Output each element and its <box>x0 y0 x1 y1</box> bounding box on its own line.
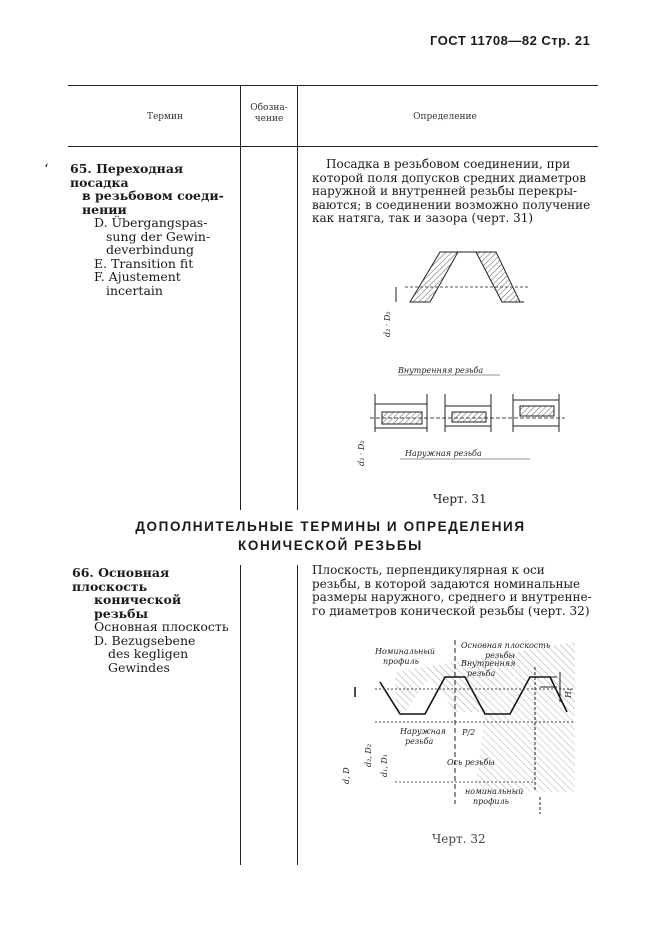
entry-65-title-1: 65. Переходная посадка <box>70 161 184 190</box>
section-title-2: КОНИЧЕСКОЙ РЕЗЬБЫ <box>238 538 423 553</box>
definition-line: которой поля допусков средних диаметров <box>312 170 586 185</box>
label-internal-1: Внутренняя <box>461 659 516 668</box>
entry-65-fr-2: incertain <box>106 282 163 298</box>
label-internal-2: резьба <box>467 669 496 678</box>
entry-66-title-1: 66. Основная плоскость <box>72 565 170 594</box>
definition-line: Посадка в резьбовом соединении, при <box>326 157 571 171</box>
label-main-plane-1: Основная плоскость <box>461 641 551 650</box>
entry-65-title-2: в резьбовом соеди- <box>82 188 224 203</box>
table-header-rule <box>68 146 598 147</box>
label-d1: d₁, D₁ <box>380 753 389 777</box>
entry-65-term <box>70 162 238 297</box>
entry-65-definition <box>312 158 596 226</box>
label-nominal-bottom: номинальный <box>465 787 524 796</box>
col-divider-1-lower <box>240 565 241 865</box>
col-term-heading: Термин <box>146 112 184 122</box>
figure-31 <box>330 232 570 472</box>
entry-65-en: E. Transition fit <box>94 255 194 271</box>
label-main-plane-2: резьбы <box>485 651 515 660</box>
entry-66-title-2: конической резьбы <box>94 592 182 621</box>
figure-32-caption: Черт. 32 <box>432 832 486 846</box>
entry-65-de-3: deverbindung <box>106 242 194 257</box>
entry-65-title-3: нении <box>82 201 127 217</box>
label-profile-bottom: профиль <box>473 797 509 806</box>
entry-66-term <box>72 566 238 674</box>
thread-profile-diagram <box>405 252 530 302</box>
table-top-rule <box>68 85 598 86</box>
definition-line: Плоскость, перпендикулярная к оси <box>312 563 545 577</box>
entry-66-definition <box>312 564 596 618</box>
figure-31-external-label: Наружная резьба <box>405 449 482 458</box>
page-header: ГОСТ 11708—82 Стр. 21 <box>430 33 591 48</box>
section-title-1: ДОПОЛНИТЕЛЬНЫЕ ТЕРМИНЫ И ОПРЕДЕЛЕНИЯ <box>135 519 526 534</box>
entry-66-de-1: D. Bezugsebene <box>94 632 196 648</box>
figure-31-axis-label-1: d₂ · D₂ <box>383 311 392 337</box>
definition-line: ваются; в соединении возможно получение <box>312 197 591 212</box>
figure-32 <box>335 632 580 817</box>
label-axis: Ось резьбы <box>447 758 495 767</box>
col-divider-2-upper <box>297 85 298 510</box>
definition-line: как натяга, так и зазора (черт. 31) <box>312 211 534 225</box>
definition-line: наружной и внутренней резьбы перекры- <box>312 184 578 198</box>
figure-31-internal-label: Внутренняя резьба <box>398 366 484 375</box>
label-nominal-top: Номинальный <box>375 647 436 656</box>
figure-31-axis-label-2: d₂ · D₂ <box>357 440 366 466</box>
entry-66-de-3: Gewindes <box>108 659 170 675</box>
label-external-2: резьба <box>405 737 434 746</box>
definition-line: го диаметров конической резьбы (черт. 32) <box>312 603 590 618</box>
tolerance-fields-diagram <box>370 394 565 432</box>
definition-line: размеры наружного, среднего и внутренне- <box>312 590 592 604</box>
label-p2: P/2 <box>462 728 476 737</box>
label-d: d, D <box>342 767 351 784</box>
figure-31-caption: Черт. 31 <box>433 492 487 506</box>
entry-66-alt-term: Основная плоскость <box>94 619 229 634</box>
label-h1: H₁ <box>564 687 573 698</box>
col-divider-2-lower <box>297 565 298 865</box>
entry-66-de-2: des kegligen <box>108 646 189 661</box>
margin-mark: ‘ <box>44 162 49 178</box>
definition-line: резьбы, в которой задаются номинальные <box>312 576 581 591</box>
col-symbol-heading: Обозна- чение <box>250 103 288 124</box>
label-d2: d₂, D₂ <box>364 743 373 767</box>
entry-65-fr-1: F. Ajustement <box>94 269 181 284</box>
col-divider-1-upper <box>240 85 241 510</box>
label-profile-top: профиль <box>383 657 419 666</box>
label-external-1: Наружная <box>400 727 446 736</box>
col-definition-heading: Определение <box>413 112 477 122</box>
entry-65-de-2: sung der Gewin- <box>106 228 211 244</box>
entry-65-de-1: D. Übergangspas- <box>94 215 208 230</box>
